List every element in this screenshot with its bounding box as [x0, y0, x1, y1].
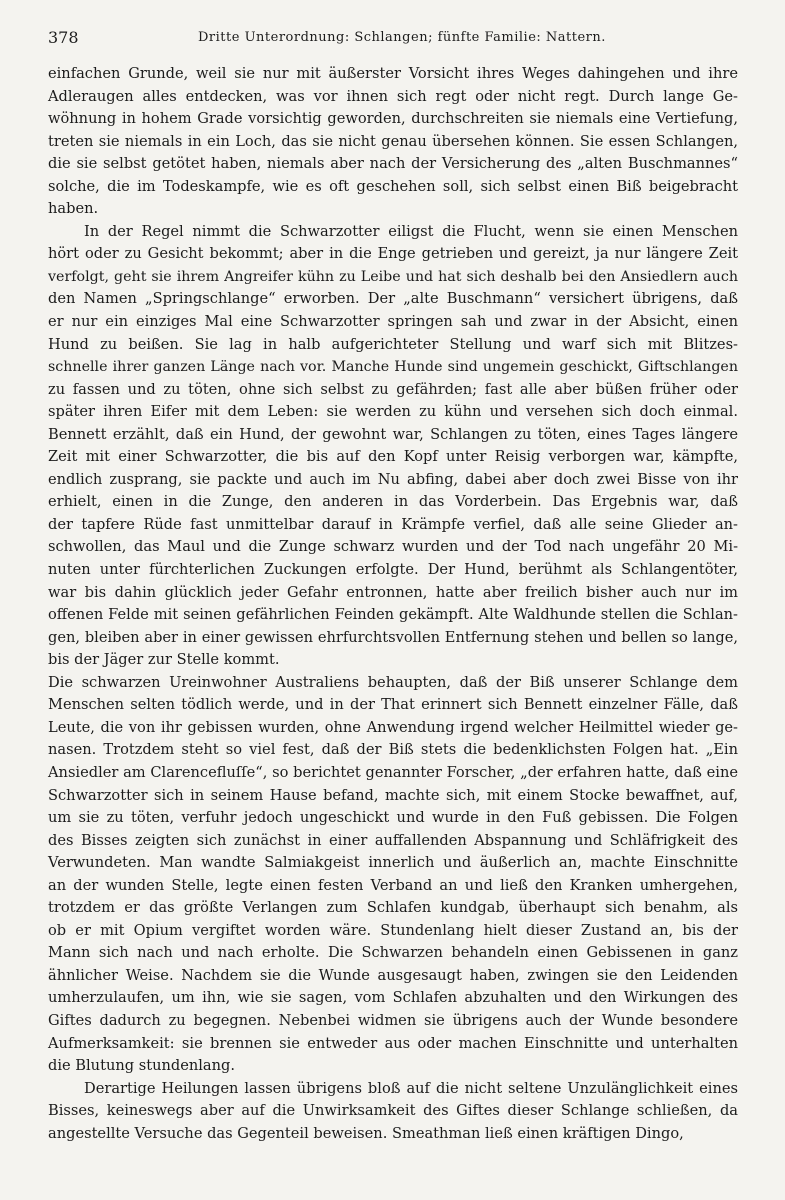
text-line: angestellte Versuche das Gegenteil beweisen. Smeathman ließ einen kräftigen Dingo, — [48, 1124, 684, 1142]
text-line: wöhnung in hohem Grade vorsichtig geworden, durchschreiten sie niemals eine Vertiefung, — [48, 110, 738, 128]
text-line: solche, die im Todeskampfe, wie es oft geschehen soll, sich selbst einen Biß beigebracht — [48, 177, 738, 195]
text-line: In der Regel nimmt die Schwarzotter eiligst die Flucht, wenn sie einen Menschen — [84, 222, 738, 240]
text-line: Ansiedler am Clarencefluſſe“, so berichtet genannter Forscher, „der erfahren hatte, daß eine — [48, 763, 738, 781]
text-line: Zeit mit einer Schwarzotter, die bis auf den Kopf unter Reisig verborgen war, kämpfte, — [48, 448, 738, 466]
text-line: ob er mit Opium vergiftet worden wäre. Stundenlang hielt dieser Zustand an, bis der — [48, 921, 738, 939]
text-line: erhielt, einen in die Zunge, den anderen in das Vorderbein. Das Ergebnis war, daß — [48, 493, 738, 511]
paragraph-4 — [48, 1078, 738, 1146]
text-line: Adleraugen alles entdecken, was vor ihnen sich regt oder nicht regt. Durch lange Ge- — [48, 87, 738, 105]
text-line: umherzulaufen, um ihn, wie sie sagen, vom Schlafen abzuhalten und den Wirkungen des — [48, 989, 738, 1007]
text-line: Bennett erzählt, daß ein Hund, der gewohnt war, Schlangen zu töten, eines Tages längere — [48, 425, 738, 443]
text-line: des Bisses zeigten sich zunächst in einer auffallenden Abspannung und Schläfrigkeit des — [48, 831, 738, 849]
text-line: gen, bleiben aber in einer gewissen ehrfurchtsvollen Entfernung stehen und bellen so lange, — [48, 628, 738, 646]
text-line: hört oder zu Gesicht bekommt; aber in die Enge getrieben und gereizt, ja nur längere Zeit — [48, 245, 738, 263]
text-line: Derartige Heilungen lassen übrigens bloß auf die nicht seltene Unzulänglichkeit eines — [84, 1079, 738, 1097]
page-number: 378 — [48, 28, 79, 47]
body-text — [48, 63, 738, 1145]
text-line: nuten unter fürchterlichen Zuckungen erfolgte. Der Hund, berühmt als Schlangentöter, — [48, 561, 738, 579]
text-line: später ihren Eifer mit dem Leben: sie werden zu kühn und versehen sich doch einmal. — [48, 403, 738, 421]
text-line: endlich zusprang, sie packte und auch im Nu abfing, dabei aber doch zwei Bisse von ihr — [48, 470, 738, 488]
text-line: Bisses, keineswegs aber auf die Unwirksamkeit des Giftes dieser Schlange schließen, da — [48, 1102, 738, 1120]
text-line: Verwundeten. Man wandte Salmiakgeist innerlich und äußerlich an, machte Einschnitte — [48, 854, 738, 872]
text-line: er nur ein einziges Mal eine Schwarzotter springen sah und zwar in der Absicht, einen — [48, 313, 738, 331]
text-line: Mann sich nach und nach erholte. Die Schwarzen behandeln einen Gebissenen in ganz — [48, 944, 738, 962]
text-line: verfolgt, geht sie ihrem Angreifer kühn zu Leibe und hat sich deshalb bei den Ansiedlern auch — [48, 268, 738, 285]
text-line: Giftes dadurch zu begegnen. Nebenbei widmen sie übrigens auch der Wunde besondere — [48, 1011, 738, 1029]
text-line: an der wunden Stelle, legte einen festen Verband an und ließ den Kranken umhergehen, — [48, 876, 738, 894]
text-line: Aufmerksamkeit: sie brennen sie entweder aus oder machen Einschnitte und unterhalten — [48, 1034, 738, 1052]
text-line: die Blutung stundenlang. — [48, 1057, 235, 1075]
text-line: war bis dahin glücklich jeder Gefahr entronnen, hatte aber freilich bisher auch nur im — [48, 583, 738, 601]
text-line: offenen Felde mit seinen gefährlichen Feinden gekämpft. Alte Waldhunde stellen die Schlan- — [48, 606, 738, 624]
text-line: Die schwarzen Ureinwohner Australiens behaupten, daß der Biß unserer Schlange dem — [48, 673, 738, 691]
text-line: treten sie niemals in ein Loch, das sie nicht genau übersehen können. Sie essen Schlangen, — [48, 132, 738, 150]
text-line: den Namen „Springschlange“ erworben. Der „alte Buschmann“ versichert übrigens, daß — [48, 290, 738, 308]
paragraph-3 — [48, 672, 738, 1078]
running-head — [48, 28, 745, 52]
text-line: Menschen selten tödlich werde, und in der That erinnert sich Bennett einzelner Fälle, daß — [48, 696, 738, 714]
text-line: haben. — [48, 200, 99, 218]
text-line: ähnlicher Weise. Nachdem sie die Wunde ausgesaugt haben, zwingen sie den Leidenden — [48, 966, 738, 984]
text-line: Schwarzotter sich in seinem Hause befand, machte sich, mit einem Stocke bewaffnet, auf, — [48, 786, 738, 804]
paragraph-1 — [48, 63, 738, 221]
text-line: Hund zu beißen. Sie lag in halb aufgerichteter Stellung und warf sich mit Blitzes- — [48, 335, 738, 353]
text-line: schwollen, das Maul und die Zunge schwarz wurden und der Tod nach ungefähr 20 Mi- — [48, 538, 738, 556]
text-line: einfachen Grunde, weil sie nur mit äußerster Vorsicht ihres Weges dahingehen und ihre — [48, 65, 738, 82]
text-line: um sie zu töten, verfuhr jedoch ungeschickt und wurde in den Fuß gebissen. Die Folgen — [48, 809, 738, 827]
text-line: trotzdem er das größte Verlangen zum Schlafen kundgab, überhaupt sich benahm, als — [48, 899, 738, 917]
text-line: der tapfere Rüde fast unmittelbar darauf in Krämpfe verfiel, daß alle seine Glieder an- — [48, 515, 738, 533]
text-line: nasen. Trotzdem steht so viel fest, daß der Biß stets die bedenklichsten Folgen hat. „Ein — [48, 741, 738, 759]
text-line: bis der Jäger zur Stelle kommt. — [48, 651, 280, 669]
text-line: die sie selbst getötet haben, niemals aber nach der Versicherung des „alten Buschmannes“ — [48, 155, 738, 173]
running-title: Dritte Unterordnung: Schlangen; fünfte Familie: Nattern. — [198, 30, 606, 45]
text-line: zu fassen und zu töten, ohne sich selbst zu gefährden; fast alle aber büßen früher oder — [48, 380, 738, 398]
paragraph-2 — [48, 221, 738, 672]
text-line: schnelle ihrer ganzen Länge nach vor. Manche Hunde sind ungemein geschickt, Giftschlangen — [48, 359, 738, 376]
text-line: Leute, die von ihr gebissen wurden, ohne Anwendung irgend welcher Heilmittel wieder ge- — [48, 718, 738, 736]
